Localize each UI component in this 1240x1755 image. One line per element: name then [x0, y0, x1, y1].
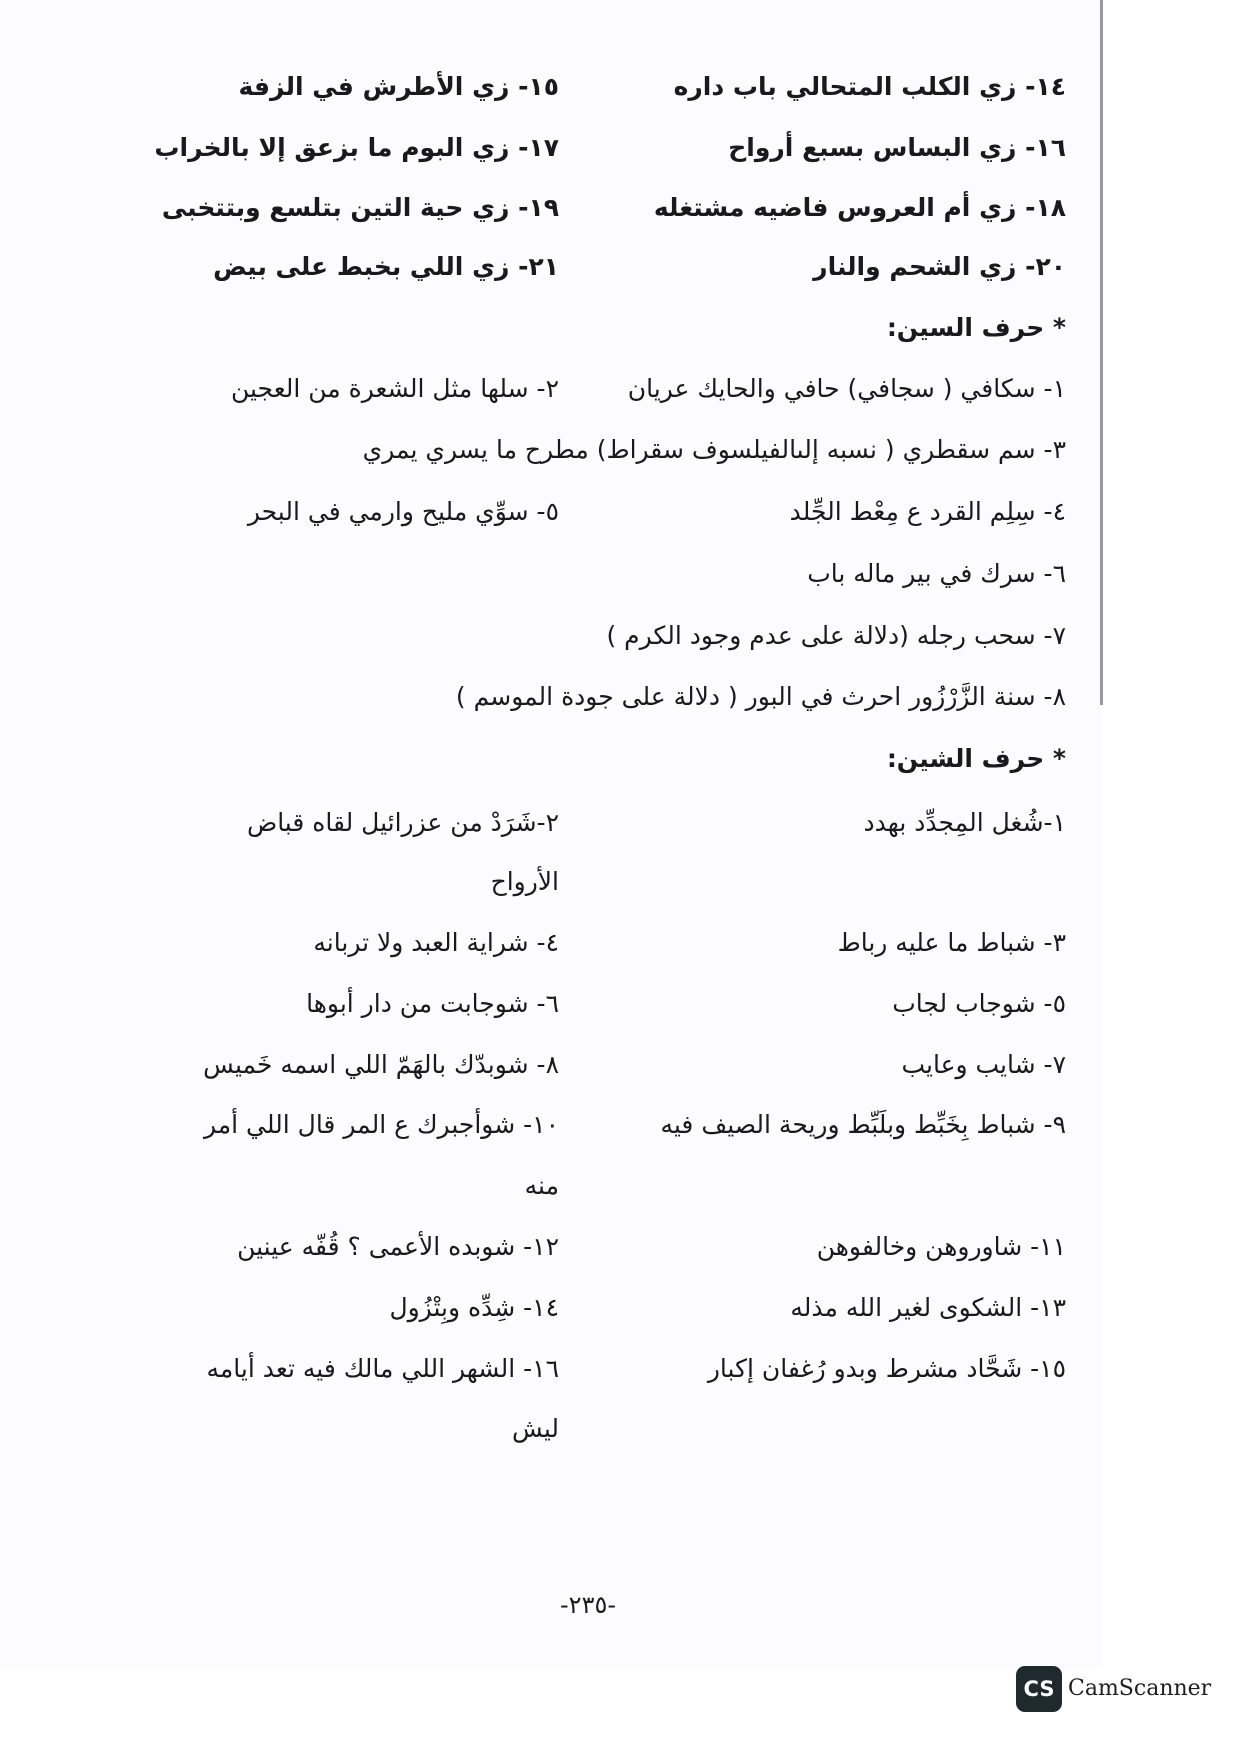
proverb-sheen-11: ١١- شاوروهن وخالفوهن [816, 1232, 1066, 1261]
proverb-sheen-12: ١٢- شوبده الأعمى ؟ قُفّه عينين [237, 1232, 559, 1261]
proverb-sheen-5: ٥- شوجاب لجاب [892, 989, 1066, 1018]
proverb-za-19: ١٩- زي حية التين بتلسع وبتتخبى [161, 193, 559, 222]
proverb-sheen-2: ٢-شَرَدْ من عزرائيل لقاه قباض [246, 808, 559, 837]
proverb-seen-5: ٥- سوِّي مليح وارمي في البحر [247, 497, 559, 526]
proverb-seen-8: ٨- سنة الزَّرْزُور احرث في البور ( دلالة على جودة الموسم ) [455, 682, 1066, 711]
camscanner-logo-icon: CS [1016, 1666, 1062, 1712]
proverb-seen-3: ٣- سم سقطري ( نسبه إلىالفيلسوف سقراط) مطرح ما يسري يمري [362, 435, 1066, 464]
proverb-seen-7: ٧- سحب رجله (دلالة على عدم وجود الكرم ) [606, 621, 1066, 650]
proverb-sheen-14: ١٤- شِدِّه وبِتْزُول [389, 1293, 559, 1322]
section-heading-sheen: * حرف الشين: [886, 744, 1066, 773]
proverb-sheen-10-continued: منه [524, 1171, 559, 1200]
camscanner-watermark: CamScanner [1068, 1676, 1212, 1701]
section-heading-seen: * حرف السين: [886, 313, 1066, 342]
proverb-sheen-13: ١٣- الشكوى لغير الله مذله [790, 1293, 1066, 1322]
proverb-sheen-4: ٤- شراية العبد ولا تربانه [313, 928, 559, 957]
proverb-sheen-2-continued: الأرواح [490, 867, 559, 896]
proverb-sheen-1: ١-شُغل المِجدِّد بهدد [863, 808, 1066, 837]
proverb-seen-2: ٢- سلها مثل الشعرة من العجين [230, 374, 559, 403]
proverb-za-21: ٢١- زي اللي بخبط على بيض [213, 252, 559, 281]
proverb-seen-1: ١- سكافي ( سجافي) حافي والحايك عريان [627, 374, 1066, 403]
page-edge-divider [1100, 0, 1103, 705]
proverb-sheen-16: ١٦- الشهر اللي مالك فيه تعد أيامه [206, 1354, 559, 1383]
proverb-seen-4: ٤- سِلِم القرد ع مِعْط الجِّلد [789, 497, 1066, 526]
proverb-sheen-3: ٣- شباط ما عليه رباط [837, 928, 1066, 957]
proverb-za-14: ١٤- زي الكلب المتحالي باب داره [673, 72, 1066, 101]
proverb-za-16: ١٦- زي البساس بسبع أرواح [728, 133, 1066, 162]
proverb-za-15: ١٥- زي الأطرش في الزفة [238, 72, 559, 101]
page-number: -٢٣٥- [560, 1591, 617, 1619]
proverb-sheen-8: ٨- شوبدّك بالهَمّ اللي اسمه خَميس [203, 1050, 559, 1079]
proverb-seen-6: ٦- سرك في بير ماله باب [807, 559, 1066, 588]
proverb-sheen-16-continued: ليش [511, 1414, 559, 1443]
proverb-sheen-15: ١٥- شَحَّاد مشرط وبدو رُغفان إكبار [707, 1354, 1066, 1383]
proverb-sheen-6: ٦- شوجابت من دار أبوها [306, 989, 559, 1018]
proverb-sheen-9: ٩- شباط بِخَبِّط وبلَبِّط وريحة الصيف فيه [660, 1110, 1066, 1139]
proverb-sheen-7: ٧- شايب وعايب [901, 1050, 1066, 1079]
proverb-sheen-10: ١٠- شوأجبرك ع المر قال اللي أمر [203, 1110, 559, 1139]
proverb-za-20: ٢٠- زي الشحم والنار [813, 252, 1066, 281]
proverb-za-17: ١٧- زي البوم ما بزعق إلا بالخراب [154, 133, 559, 162]
proverb-za-18: ١٨- زي أم العروس فاضيه مشتغله [653, 193, 1066, 222]
